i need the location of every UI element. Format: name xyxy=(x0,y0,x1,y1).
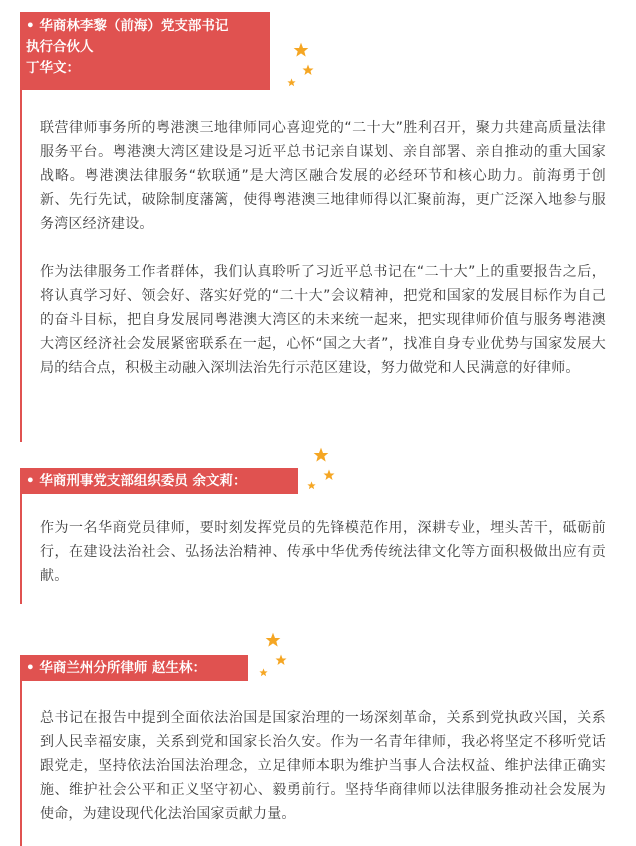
star-icon xyxy=(259,668,268,677)
section1-paragraph-1: 联营律师事务所的粤港澳三地律师同心喜迎党的“二十大”胜利召开，聚力共建高质量法律服务平台。粤港澳大湾区建设是习近平总书记亲自谋划、亲自部署、亲自推动的重大国家战略。粤港澳法律服务“软联通”是大湾区融合发展的必经环节和核心助力。前海勇于创新、先行先试，破除制度藩篱，使得粤港澳三地律师得以汇聚前海，更广泛深入地参与服务湾区经济建设。 xyxy=(40,120,606,232)
section1-header-line1: • 华商林李黎（前海）党支部书记 xyxy=(26,18,229,34)
section3-header-line1: • 华商兰州分所律师 赵生林： xyxy=(26,660,207,676)
star-icon xyxy=(313,447,329,463)
star-icon xyxy=(293,42,309,58)
section3-left-border xyxy=(20,681,22,846)
section3-paragraph-1: 总书记在报告中提到全面依法治国是国家治理的一场深刻革命，关系到党执政兴国，关系到人民幸福安康，关系到党和国家长治久安。作为一名青年律师，我必将坚定不移听党话跟党走，坚持依法治国法治理念，立足律师本职为维护当事人合法权益、维护法律正确实施、维护社会公平和正义坚守初心、毅勇前行。坚持华商律师以法律服务推动社会发展为使命，为建设现代化法治国家贡献力量。 xyxy=(40,710,606,822)
section3-header xyxy=(20,655,248,681)
star-icon xyxy=(307,481,316,490)
section1-header-line2: 执行合伙人 xyxy=(26,39,94,55)
section1-header xyxy=(20,12,270,90)
star-icon xyxy=(275,654,287,666)
section2-header-line1: • 华商刑事党支部组织委员 余文莉： xyxy=(26,473,247,489)
section1-paragraph-2: 作为法律服务工作者群体，我们认真聆听了习近平总书记在“二十大”上的重要报告之后，将认真学习好、领会好、落实好党的“二十大”会议精神，把党和国家的发展目标作为自己的奋斗目标，把自身发展同粤港澳大湾区的未来统一起来，把实现律师价值与服务粤港澳大湾区经济社会发展紧密联系在一起，心怀“国之大者”，找准自身专业优势与国家发展大局的结合点，积极主动融入深圳法治先行示范区建设，努力做党和人民满意的好律师。 xyxy=(40,264,606,376)
star-icon xyxy=(287,78,296,87)
section2-left-border xyxy=(20,494,22,604)
star-icon xyxy=(265,632,281,648)
star-icon xyxy=(323,469,335,481)
section3-body xyxy=(40,706,606,826)
star-icon xyxy=(302,64,314,76)
section1-left-border xyxy=(20,90,22,442)
section1-header-line3: 丁华文： xyxy=(26,60,80,76)
section2-body xyxy=(40,516,606,588)
section2-paragraph-1: 作为一名华商党员律师，要时刻发挥党员的先锋模范作用，深耕专业，埋头苦干，砥砺前行，在建设法治社会、弘扬法治精神、传承中华优秀传统法律文化等方面积极做出应有贡献。 xyxy=(40,520,606,584)
section1-body xyxy=(40,116,606,380)
section2-header xyxy=(20,468,298,494)
